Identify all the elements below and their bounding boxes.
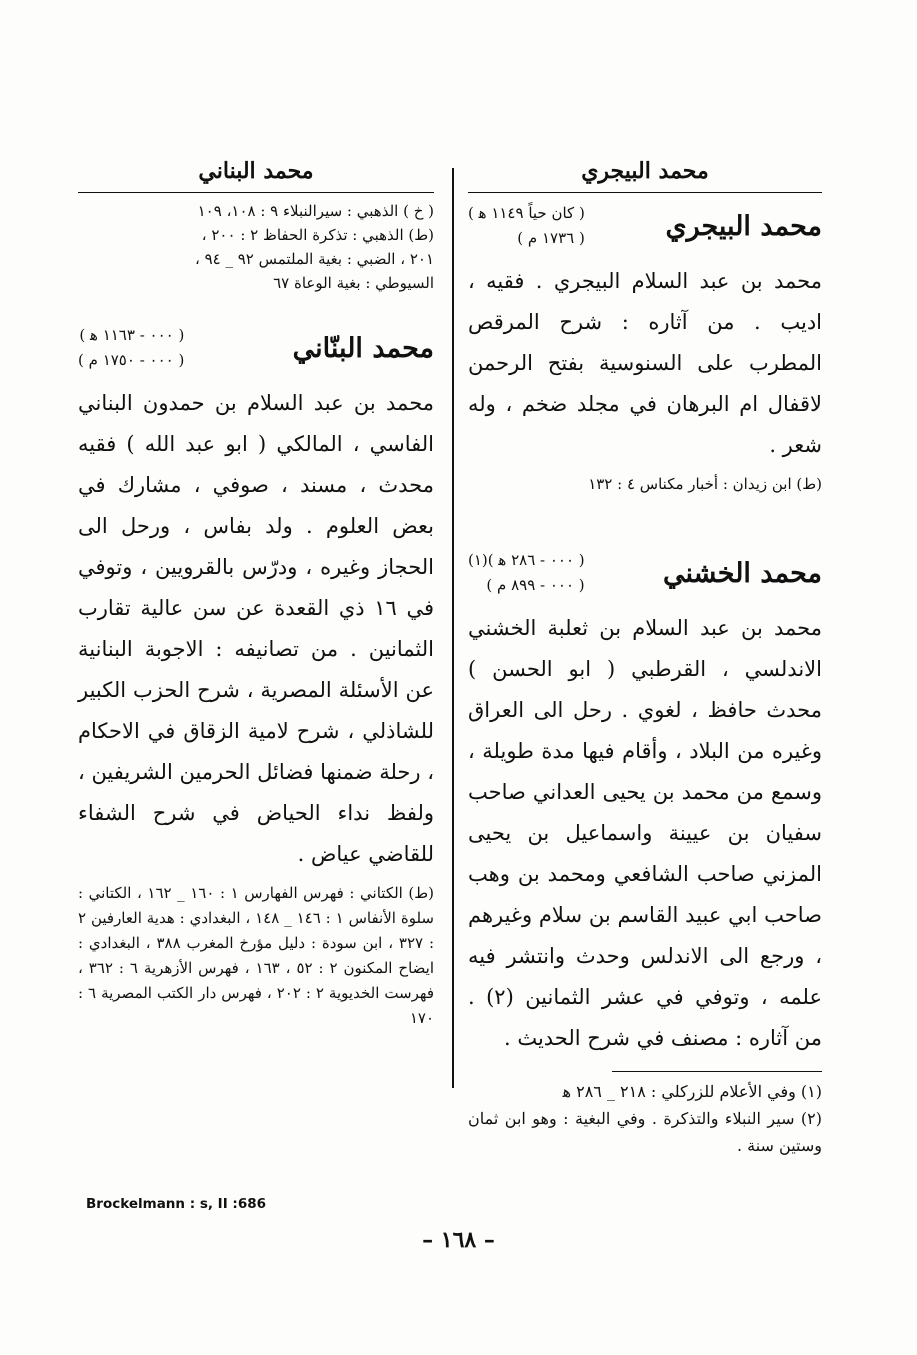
footnote-2: (٢) سير النبلاء والتذكرة . وفي البغية : وهو ابن ثمان وستين سنة . [468,1109,822,1155]
entry-refs-bannani: (ط) الكتاني : فهرس الفهارس ١ : ١٦٠ _ ١٦٢ ، الكتاني : سلوة الأنفاس ١ : ١٤٦ _ ١٤٨ ، البغدادي : هدية العارفين ٢ : ٣٢٧ ، ابن سودة : دليل مؤرخ المغرب ٣٨٨ ، البغدادي : ايضاح المكنون ٢ : ٥٢ ، ١٦٣ ، فهرس الأزهرية ٦ : ٣٦٢ ، فهرست الخديوية ٢ : ٢٠٢ ، فهرس دار الكتب المصرية ٦ : ١٧٠ [78,884,435,1027]
footnote-1: (١) وفي الأعلام للزركلي : ٢١٨ _ ٢٨٦ ﻫ [562,1082,822,1101]
running-header-left: محمد البناني [78,158,434,193]
entry-name-bijiri: محمد البيجري [665,210,822,242]
entry-head-bannani [78,323,434,373]
date-gregorian: ( ٠٠٠ - ٨٩٩ م ) [486,576,585,594]
entry-body-khushani: محمد بن عبد السلام بن ثعلبة الخشني الاندلسي ، القرطبي ( ابو الحسن ) محدث حافظ ، لغوي . رحل الى العراق وغيره من البلاد ، وأقام فيها مدة طويلة ، وسمع من محمد بن يحيى العداني صاحب سفيان بن عيينة واسماعيل بن يحيى المزني صاحب الشافعي ومحمد بن وهب صاحب ابي عبيد القاسم بن سلام وغيرهم ، ورجع الى الاندلس وحدث وانتشر فيه علمه ، وتوفي في عشر الثمانين (٢) . من آثاره : مصنف في شرح الحديث . [468,616,823,1050]
entry-head-bijiri [468,201,822,251]
top-ref-line: (ط) الذهبي : تذكرة الحفاظ ٢ : ٢٠٠ ، [201,226,434,244]
running-header-right: محمد البيجري [468,158,822,193]
date-hijri: ( ٠٠٠ - ٢٨٦ ﻫ )(١) [468,551,585,569]
left-column [78,158,434,1031]
column-divider [452,168,454,1088]
top-ref-line: ٢٠١ ، الضبي : بغية الملتمس ٩٢ _ ٩٤ ، [194,250,434,268]
date-gregorian: ( ١٧٣٦ م ) [517,229,585,247]
date-hijri: ( ٠٠٠ - ١١٦٣ ﻫ ) [79,326,185,344]
top-ref-line: ( خ ) الذهبي : سيرالنبلاء ٩ : ١٠٨، ١٠٩ [197,202,434,220]
top-ref-line: السيوطي : بغية الوعاة ٦٧ [273,274,434,292]
footnote-rule [612,1071,822,1072]
brockelmann-reference: Brockelmann : s, II :686 [86,1196,267,1212]
entry-dates-bijiri [468,201,585,251]
entry-body-bannani: محمد بن عبد السلام بن حمدون البناني الفاسي ، المالكي ( ابو عبد الله ) فقيه محدث ، مسند ، صوفي ، مشارك في بعض العلوم . ولد بفاس ، ورحل الى الحجاز وغيره ، ودرّس بالقرويين ، وتوفي في ١٦ ذي القعدة عن سن عالية تقارب الثمانين . من تصانيفه : الاجوبة البنانية عن الأسئلة المصرية ، شرح الحزب الكبير للشاذلي ، شرح لامية الزقاق في الاحكام ، رحلة ضمنها فضائل الحرمين الشريفين ، ولفظ نداء الحياض في شرح الشفاء للقاضي عياض . [77,391,434,866]
entry-dates-bannani [78,323,184,373]
entry-ref-bijiri: (ط) ابن زيدان : أخبار مكناس ٤ : ١٣٢ [588,475,822,493]
date-gregorian: ( ٠٠٠ - ١٧٥٠ م ) [78,351,185,369]
entry-head-khushani [468,548,822,598]
entry-name-bannani: محمد البنّاني [292,332,434,364]
right-column [468,158,822,1159]
entry-dates-khushani [468,548,585,598]
entry-body-bijiri: محمد بن عبد السلام البيجري . فقيه ، اديب . من آثاره : شرح المرقص المطرب على السنوسية بفتح الرحمن لاقفال ام البرهان في مجلد ضخم ، وله شعر . [468,269,822,457]
entry-name-khushani: محمد الخشني [663,557,822,589]
page-number: – ١٦٨ – [422,1227,495,1253]
date-hijri: ( كان حياً ١١٤٩ ﻫ ) [468,204,585,222]
